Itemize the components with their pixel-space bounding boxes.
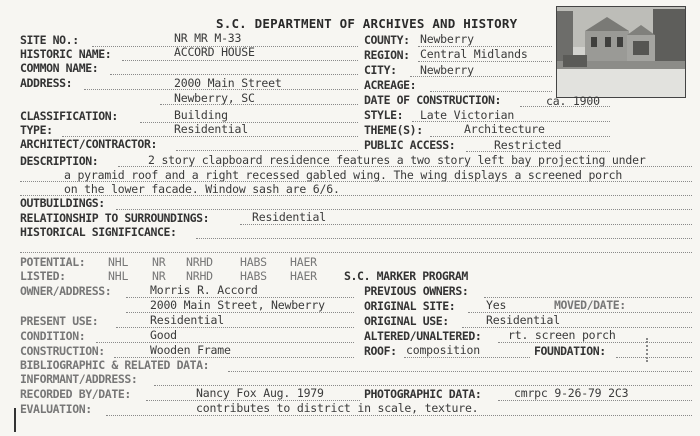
potential-nhl: NHL — [108, 255, 129, 269]
type-value: Residential — [174, 122, 248, 136]
construction-label: CONSTRUCTION: — [20, 344, 105, 358]
county-label: COUNTY: — [364, 33, 410, 47]
present-use-label: PRESENT USE: — [20, 314, 99, 328]
listed-nr: NR — [152, 269, 166, 283]
marker-program: S.C. MARKER PROGRAM — [344, 269, 468, 283]
outbuildings-label: OUTBUILDINGS: — [20, 196, 105, 210]
listed-nrhd: NRHD — [186, 269, 213, 283]
city-value: Newberry — [420, 63, 474, 77]
bibliographic-label: BIBLIOGRAPHIC & RELATED DATA: — [20, 358, 210, 372]
foundation-label: FOUNDATION: — [534, 344, 606, 358]
house-photo-image — [557, 7, 685, 97]
owner-line2: 2000 Main Street, Newberry — [150, 298, 325, 312]
address-line2: Newberry, SC — [174, 91, 255, 105]
altered-label: ALTERED/UNALTERED: — [364, 329, 482, 343]
present-use-value: Residential — [150, 313, 224, 327]
architect-label: ARCHITECT/CONTRACTOR: — [20, 137, 157, 151]
public-access-label: PUBLIC ACCESS: — [364, 138, 456, 152]
photographic-label: PHOTOGRAPHIC DATA: — [364, 387, 482, 401]
original-use-label: ORIGINAL USE: — [364, 314, 449, 328]
themes-label: THEME(S): — [364, 123, 423, 137]
recorded-value: Nancy Fox Aug. 1979 — [196, 386, 324, 400]
historic-name-value: ACCORD HOUSE — [174, 45, 255, 59]
date-construction-label: DATE OF CONSTRUCTION: — [364, 93, 501, 107]
themes-value: Architecture — [464, 122, 545, 136]
public-access-value: Restricted — [494, 138, 562, 152]
common-name-label: COMMON NAME: — [20, 61, 99, 75]
potential-label: POTENTIAL: — [20, 255, 86, 269]
potential-habs: HABS — [240, 255, 267, 269]
page-title: S.C. DEPARTMENT OF ARCHIVES AND HISTORY — [216, 16, 518, 31]
region-label: REGION: — [364, 48, 410, 62]
county-value: Newberry — [420, 32, 474, 46]
margin-mark — [14, 408, 16, 432]
listed-nhl: NHL — [108, 269, 129, 283]
evaluation-value: contributes to district in scale, texture. — [196, 401, 479, 415]
potential-nrhd: NRHD — [186, 255, 213, 269]
previous-owners-label: PREVIOUS OWNERS: — [364, 284, 469, 298]
historic-name-label: HISTORIC NAME: — [20, 47, 112, 61]
condition-value: Good — [150, 328, 177, 342]
site-no-value: NR MR M-33 — [174, 31, 242, 45]
recorded-label: RECORDED BY/DATE: — [20, 387, 131, 401]
condition-label: CONDITION: — [20, 329, 86, 343]
informant-label: INFORMANT/ADDRESS: — [20, 372, 138, 386]
listed-label: LISTED: — [20, 269, 66, 283]
historical-significance-label: HISTORICAL SIGNIFICANCE: — [20, 225, 177, 239]
owner-line1: Morris R. Accord — [150, 283, 258, 297]
city-label: CITY: — [364, 63, 397, 77]
moved-date-label: MOVED/DATE: — [554, 298, 626, 312]
relationship-value: Residential — [252, 210, 326, 224]
description-line1: 2 story clapboard residence features a two story left bay projecting under — [148, 153, 646, 167]
potential-nr: NR — [152, 255, 166, 269]
original-site-label: ORIGINAL SITE: — [364, 299, 456, 313]
region-value: Central Midlands — [420, 47, 528, 61]
altered-value: rt. screen porch — [508, 328, 616, 342]
classification-label: CLASSIFICATION: — [20, 109, 118, 123]
date-construction-value: ca. 1900 — [546, 94, 600, 108]
address-label: ADDRESS: — [20, 76, 73, 90]
type-label: TYPE: — [20, 123, 53, 137]
pencil-mark — [646, 338, 654, 362]
relationship-label: RELATIONSHIP TO SURROUNDINGS: — [20, 211, 210, 225]
description-label: DESCRIPTION: — [20, 154, 99, 168]
roof-value: composition — [406, 343, 480, 357]
roof-label: ROOF: — [364, 344, 397, 358]
acreage-label: ACREAGE: — [364, 78, 417, 92]
photographic-value: cmrpc 9-26-79 2C3 — [514, 386, 629, 400]
description-line3: on the lower facade. Window sash are 6/6. — [64, 182, 340, 196]
construction-value: Wooden Frame — [150, 343, 231, 357]
classification-value: Building — [174, 108, 228, 122]
style-label: STYLE: — [364, 108, 404, 122]
evaluation-label: EVALUATION: — [20, 402, 92, 416]
listed-habs: HABS — [240, 269, 267, 283]
listed-haer: HAER — [290, 269, 317, 283]
original-site-value: Yes — [486, 298, 507, 312]
description-line2: a pyramid roof and a right recessed gabled wing. The wing displays a screened porch — [64, 168, 623, 182]
style-value: Late Victorian — [420, 108, 515, 122]
potential-haer: HAER — [290, 255, 317, 269]
site-no-label: SITE NO.: — [20, 33, 79, 47]
house-photo — [556, 6, 686, 98]
owner-label: OWNER/ADDRESS: — [20, 284, 112, 298]
address-line1: 2000 Main Street — [174, 76, 282, 90]
original-use-value: Residential — [486, 313, 560, 327]
